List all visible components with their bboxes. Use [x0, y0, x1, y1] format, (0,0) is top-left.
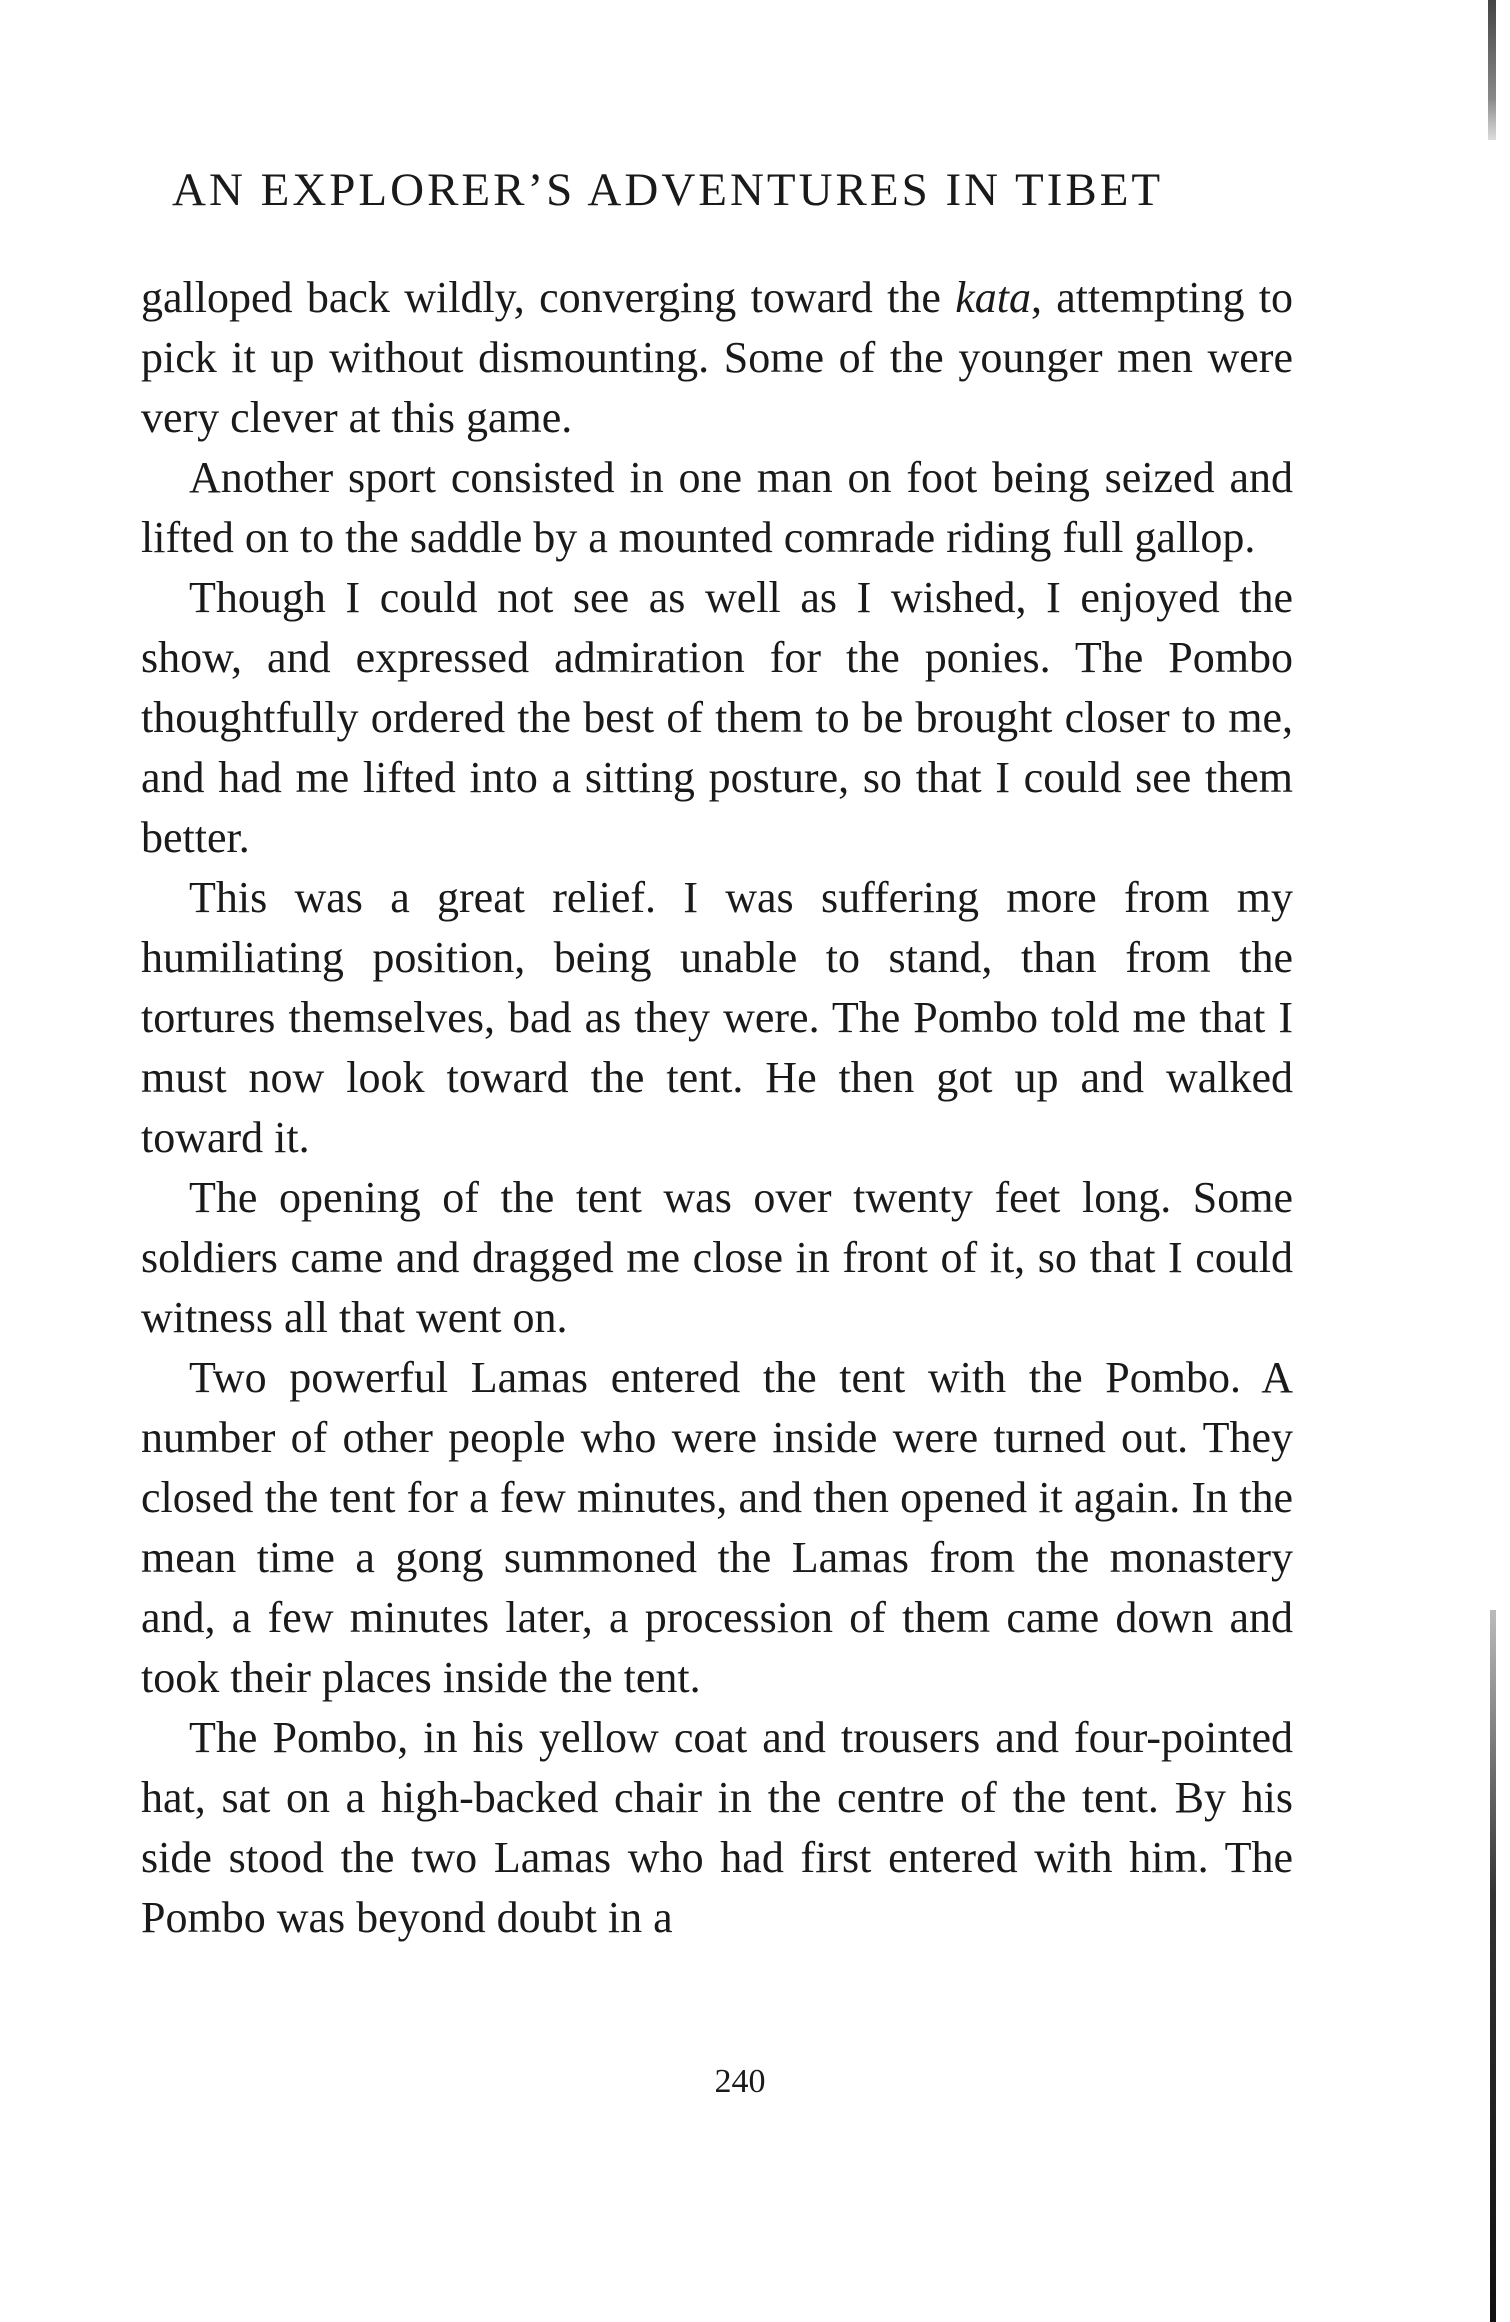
- scan-edge-mark-top: [1488, 0, 1496, 140]
- paragraph-5: The opening of the tent was over twenty feet long. Some soldiers came and dragged me close in front of it, so that I could witness all that went on.: [141, 1173, 1293, 1342]
- paragraph-1-end: , attempting to pick it up without dismounting. Some of the younger men were very clever at this game.: [141, 273, 1294, 442]
- running-head: AN EXPLORER’S ADVENTURES IN TIBET: [172, 164, 1164, 216]
- body-text: [141, 268, 1293, 1948]
- paragraph-3: Though I could not see as well as I wished, I enjoyed the show, and expressed admiration for the ponies. The Pombo thoughtfully ordered the best of them to be brought closer to me, and had me lifted into a sitting posture, so that I could see them better.: [141, 573, 1293, 862]
- scan-edge-mark-bottom: [1490, 1610, 1496, 2322]
- paragraph-7: The Pombo, in his yellow coat and trousers and four-pointed hat, sat on a high-backed chair in the centre of the tent. By his side stood the two Lamas who had first entered with him. The Pombo was beyond doubt in a: [141, 1713, 1293, 1942]
- italic-kata: kata: [955, 273, 1031, 322]
- paragraph-6: Two powerful Lamas entered the tent with the Pombo. A number of other people who were inside were turned out. They closed the tent for a few minutes, and then opened it again. In the mean time a gong summoned the Lamas from the monastery and, a few minutes later, a procession of them came down and took their places inside the tent.: [141, 1353, 1293, 1702]
- paragraph-1-start: galloped back wildly, converging toward the: [141, 273, 956, 322]
- paragraph-2: Another sport consisted in one man on foot being seized and lifted on to the saddle by a mounted comrade riding full gallop.: [141, 453, 1293, 562]
- paragraph-4: This was a great relief. I was suffering more from my humiliating position, being unable to stand, than from the tortures themselves, bad as they were. The Pombo told me that I must now look toward the tent. He then got up and walked toward it.: [141, 873, 1293, 1162]
- page-number: 240: [714, 2063, 766, 2100]
- paragraph-1: [141, 268, 1293, 448]
